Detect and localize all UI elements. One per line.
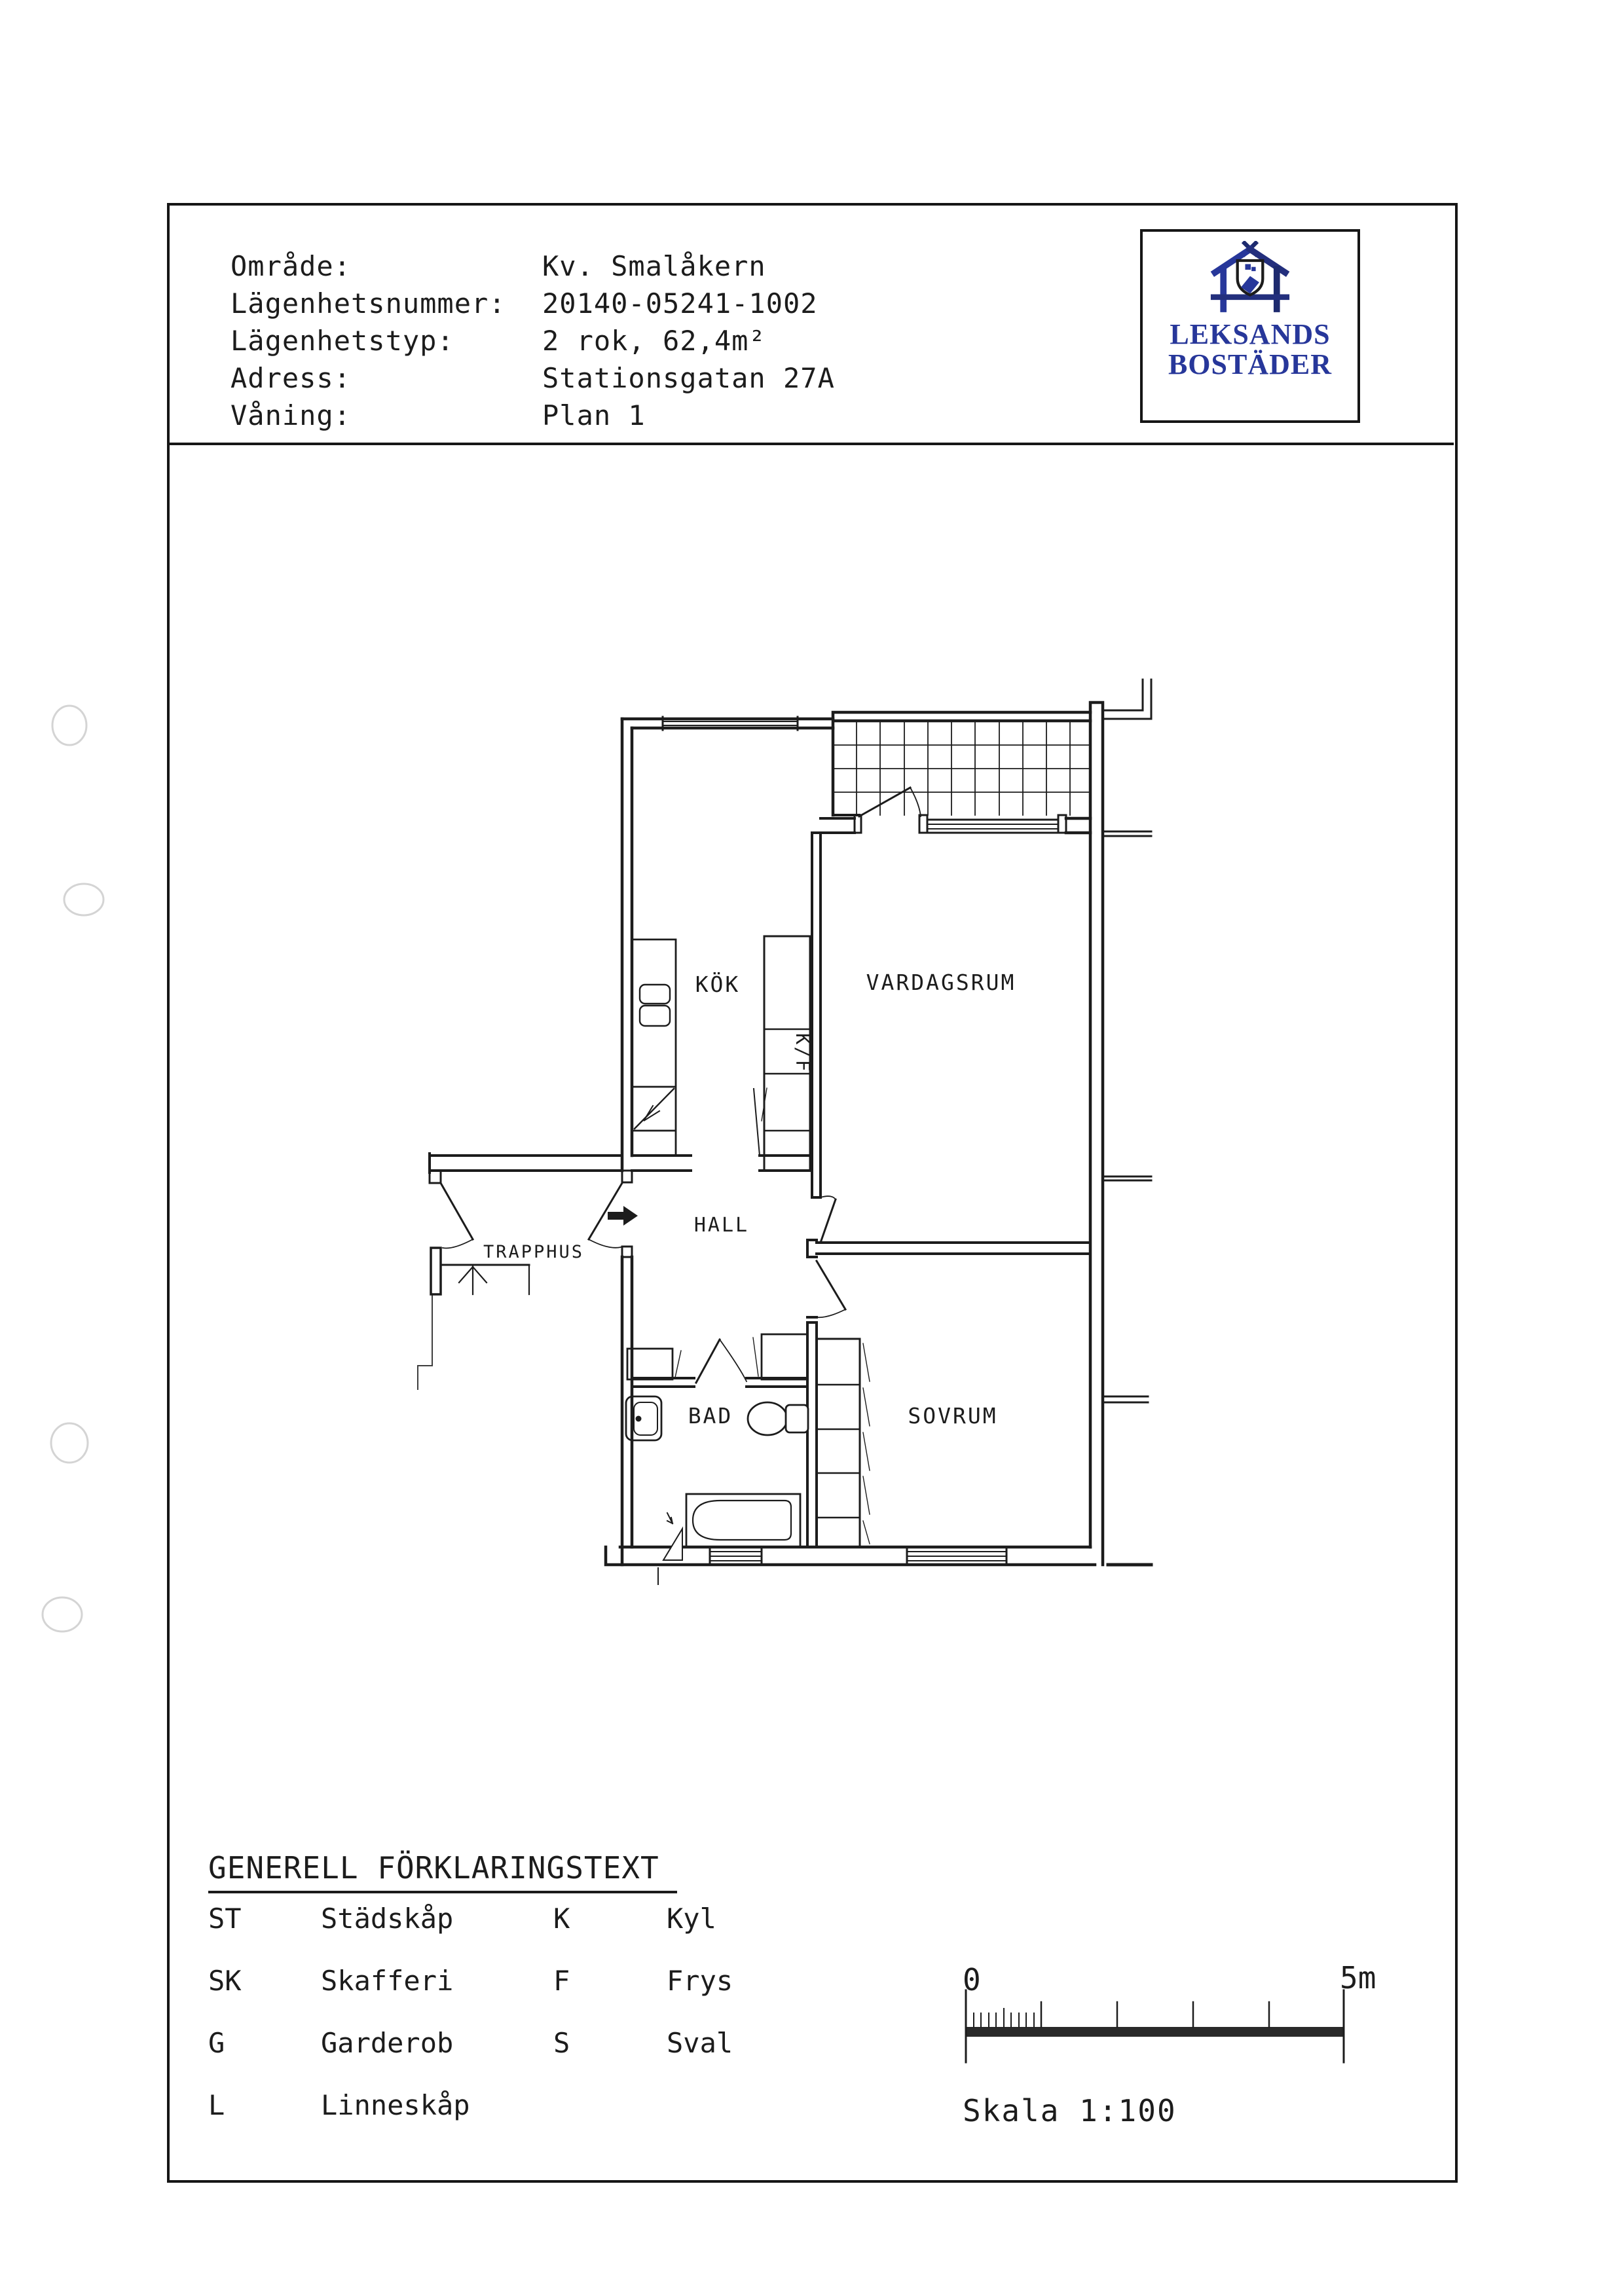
- header-row: [231, 285, 835, 322]
- legend-row: [208, 1965, 733, 2027]
- legend-row: [208, 2089, 677, 2151]
- sink-basin-icon: [640, 985, 670, 1004]
- legend-name: Garderob: [321, 2027, 454, 2059]
- header-divider-line: [168, 443, 1454, 445]
- balcony-door-jamb: [855, 815, 861, 833]
- header-row: [231, 359, 835, 397]
- leksands-bostader-logo: [1140, 229, 1360, 423]
- scale-end-label: 5m: [1340, 1960, 1376, 1995]
- hall-closets: [627, 1334, 807, 1379]
- legend-name: Frys: [667, 1965, 733, 1997]
- header-field-value: Plan 1: [542, 399, 646, 431]
- legend-row: [208, 1903, 716, 1965]
- legend-abbr: SK: [208, 1965, 242, 1997]
- scale-caption: Skala 1:100: [963, 2093, 1177, 2128]
- livingroom-window: [927, 820, 1058, 833]
- header-field-label: Våning:: [231, 399, 352, 431]
- legend-name: Sval: [667, 2027, 733, 2059]
- scan-punch-holes: [0, 0, 144, 2296]
- entry-arrow-icon: [608, 1206, 638, 1226]
- room-label-stairwell: TRAPPHUS: [483, 1242, 585, 1262]
- doors: [430, 1089, 845, 1383]
- punch-hole: [52, 706, 86, 745]
- header-field-label: Adress:: [231, 362, 352, 394]
- legend-abbr: K: [553, 1903, 570, 1935]
- bedroom-door-leaf: [817, 1261, 845, 1309]
- scale-bar: [953, 1948, 1398, 2138]
- legend-name: Städskåp: [321, 1903, 454, 1935]
- header-field-label: Lägenhetstyp:: [231, 325, 454, 357]
- closet-icon: [762, 1334, 807, 1379]
- legend-name: Skafferi: [321, 1965, 454, 1997]
- stove-icon: [635, 1089, 674, 1129]
- kitchen-counter: [632, 939, 676, 1156]
- bottom-windows: [710, 1547, 1006, 1565]
- legend-name: Kyl: [667, 1903, 716, 1935]
- header-field-label: Område:: [231, 250, 352, 282]
- room-label-kitchen: KÖK: [695, 972, 741, 997]
- punch-hole: [43, 1597, 82, 1631]
- room-label-livingroom: VARDAGSRUM: [866, 970, 1016, 995]
- room-labels: [483, 970, 1016, 1429]
- stairs-icon: [418, 1265, 529, 1389]
- legend-name: Linneskåp: [321, 2089, 470, 2121]
- bathroom-door-leaf: [696, 1339, 720, 1383]
- house-logo-icon: [1208, 241, 1293, 318]
- header-field-value: Kv. Smalåkern: [542, 250, 766, 282]
- livingroom-door-leaf: [821, 1199, 836, 1243]
- stairwell-door-leaf: [441, 1183, 473, 1239]
- balcony-grid: [833, 721, 1090, 815]
- legend-abbr: F: [553, 1965, 570, 1997]
- header-field-value: Stationsgatan 27A: [542, 362, 835, 394]
- header-row: [231, 247, 835, 285]
- entry-door-leaf: [589, 1183, 622, 1239]
- header-field-label: Lägenhetsnummer:: [231, 287, 506, 319]
- legend-abbr: G: [208, 2027, 225, 2059]
- room-label-bedroom: SOVRUM: [908, 1403, 998, 1429]
- room-label-bathroom: BAD: [688, 1403, 733, 1429]
- legend-abbr: S: [553, 2027, 570, 2059]
- scale-bar-fill: [966, 2027, 1344, 2037]
- legend-abbr: ST: [208, 1903, 242, 1935]
- bathtub-icon: [686, 1494, 800, 1547]
- floor-drain-icon: [663, 1529, 682, 1560]
- floor-plan: [393, 674, 1179, 1637]
- punch-hole: [51, 1423, 88, 1463]
- header-row: [231, 322, 835, 359]
- sink-basin-icon: [640, 1006, 670, 1026]
- toilet-icon: [748, 1402, 787, 1435]
- header-field-value: 20140-05241-1002: [542, 287, 818, 319]
- legend-title: GENERELL FÖRKLARINGSTEXT: [208, 1850, 677, 1893]
- balcony: [812, 712, 1090, 833]
- property-header: [231, 247, 835, 434]
- kitchen-door-leaf: [754, 1089, 760, 1156]
- header-row: [231, 397, 835, 434]
- legend: [208, 1850, 733, 2151]
- scale-start-label: 0: [963, 1962, 981, 1997]
- punch-hole: [64, 884, 103, 915]
- interior-walls: [430, 833, 1090, 1547]
- legend-rows: [208, 1903, 733, 2151]
- header-field-value: 2 rok, 62,4m²: [542, 325, 766, 357]
- logo-text-line2: BOSTÄDER: [1168, 348, 1333, 380]
- closet-icon: [627, 1349, 673, 1379]
- room-label-hall: HALL: [693, 1214, 750, 1237]
- legend-abbr: L: [208, 2089, 225, 2121]
- fridge-freezer-label: K/F: [792, 1033, 814, 1074]
- legend-row: [208, 2027, 733, 2089]
- logo-text-line1: LEKSANDS: [1170, 318, 1331, 350]
- wardrobe-column: [817, 1339, 870, 1547]
